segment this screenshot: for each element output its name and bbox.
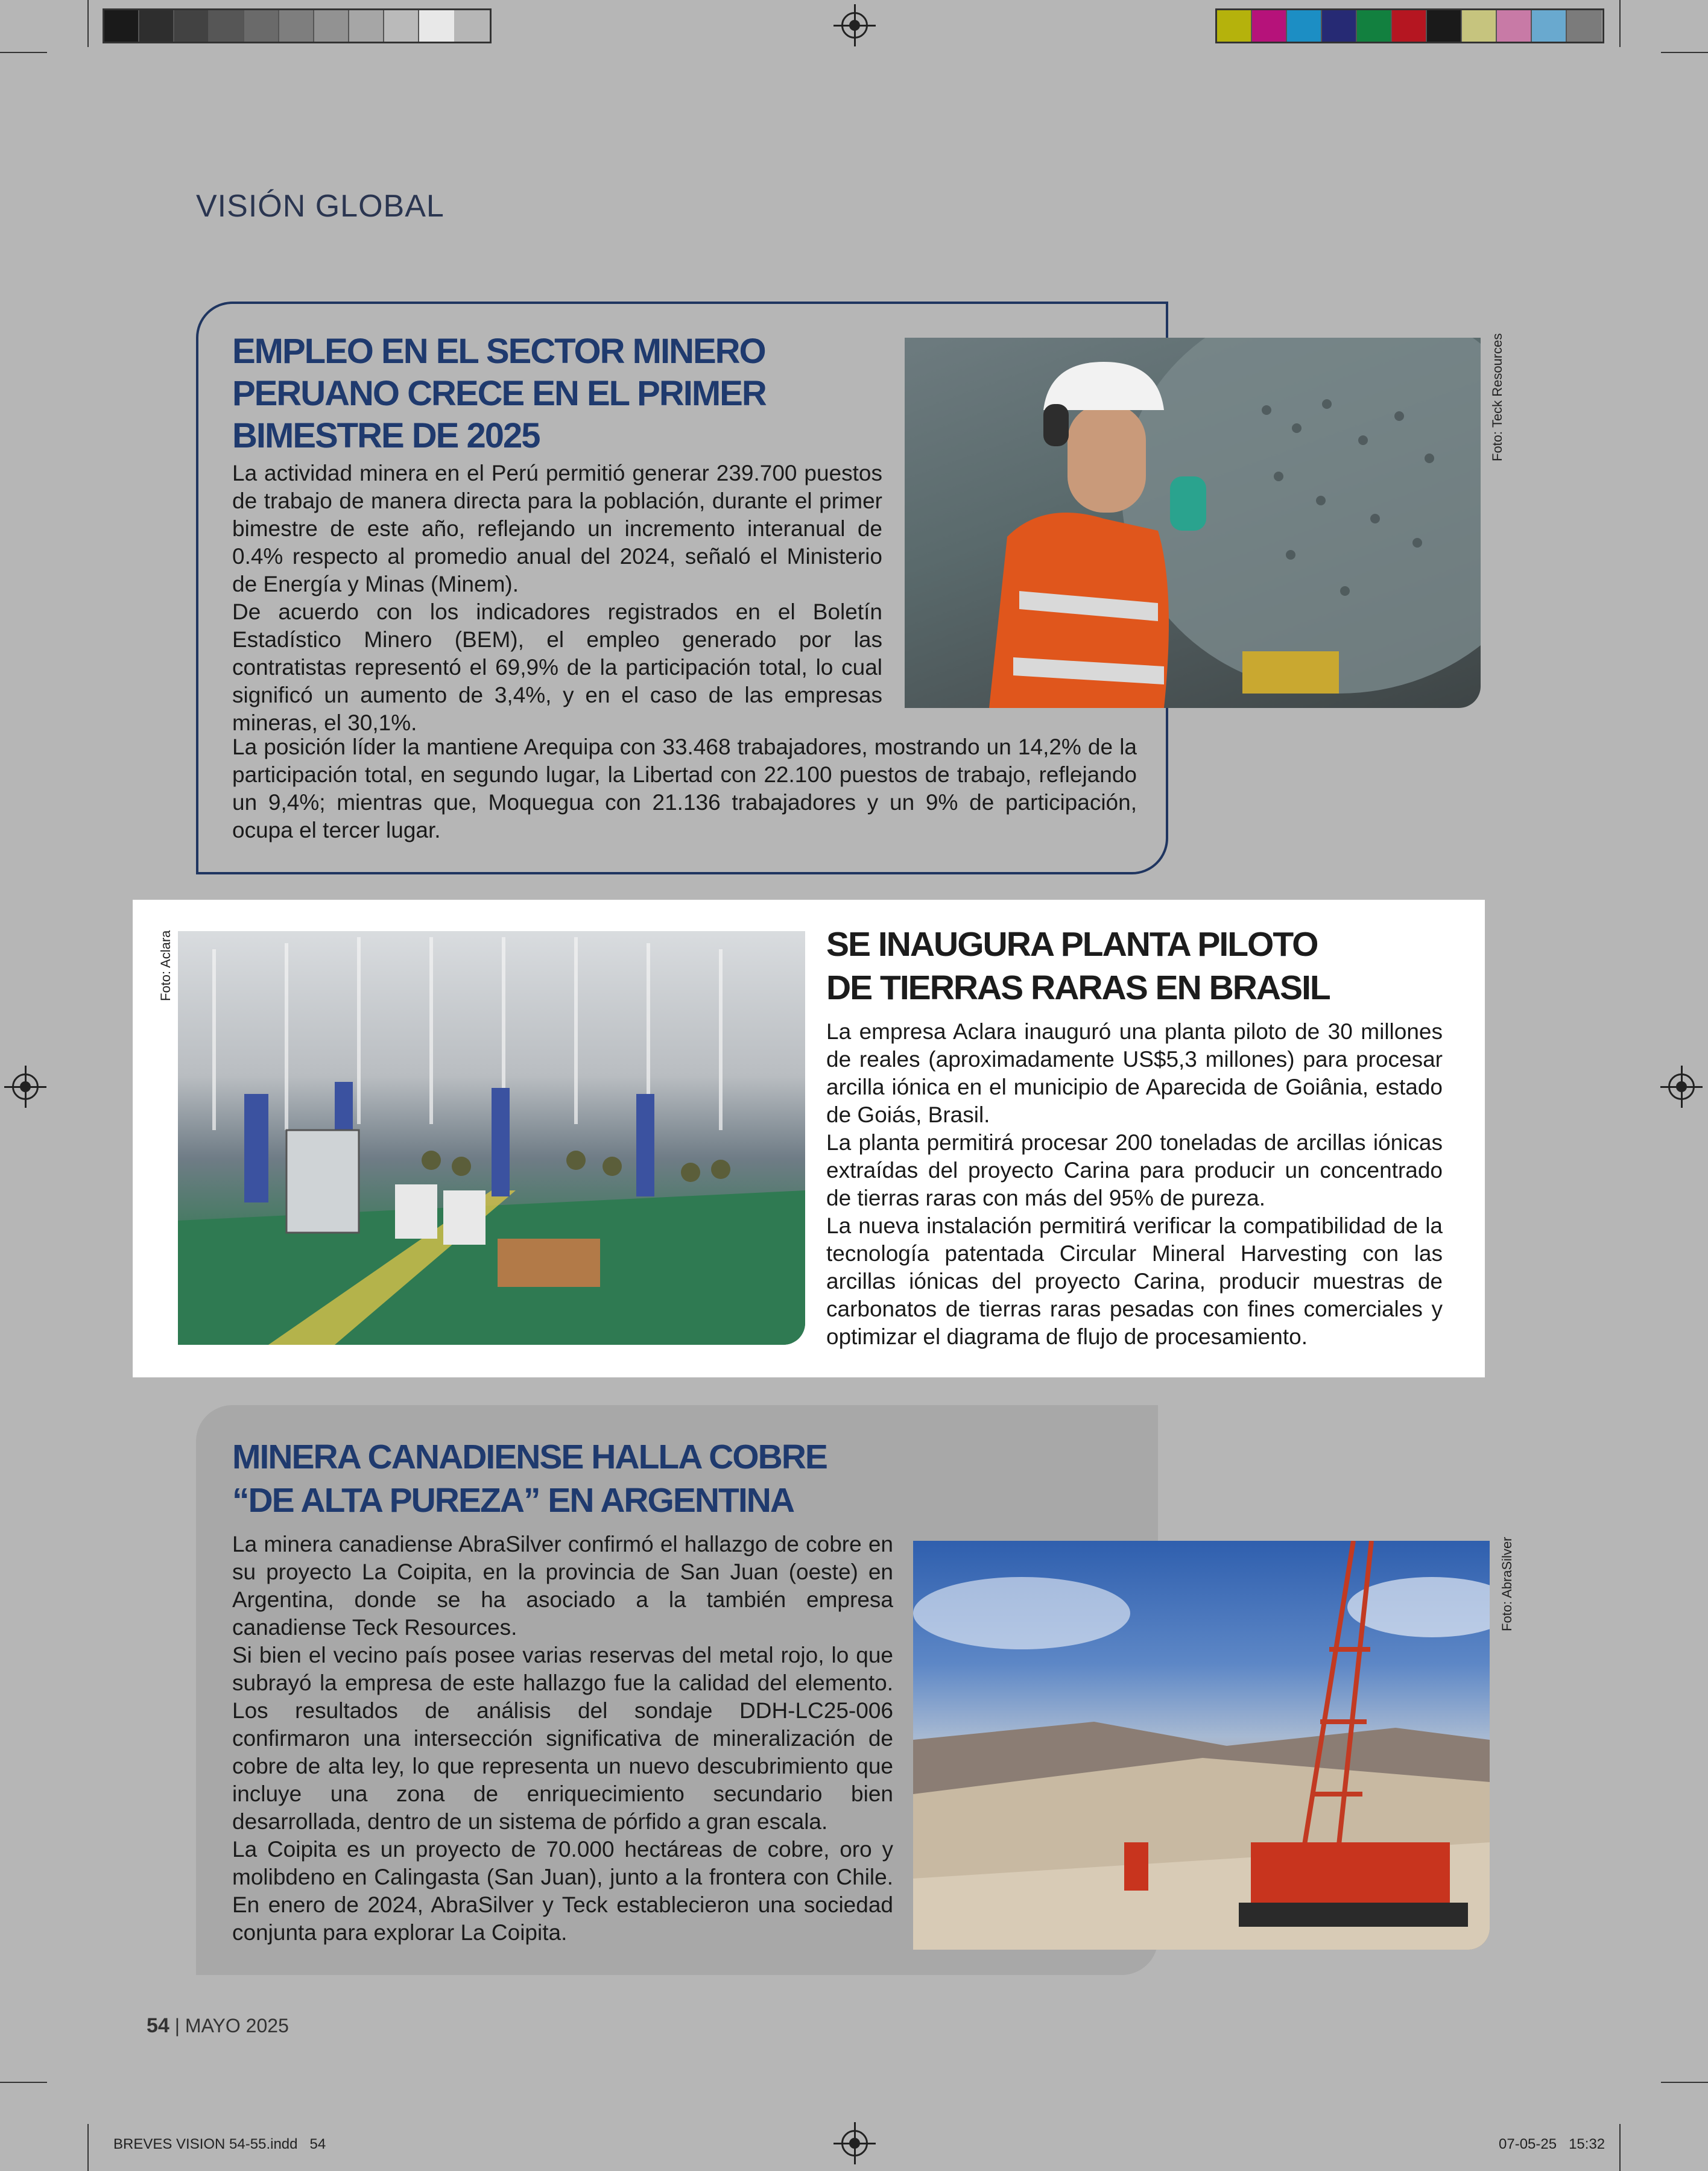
article-rare-earth-body	[826, 1018, 1443, 1351]
issue-date: MAYO 2025	[185, 2015, 289, 2037]
registration-mark-top	[841, 12, 868, 39]
photo-credit: Foto: Teck Resources	[1490, 333, 1505, 461]
registration-mark-bottom	[841, 2130, 868, 2157]
article-employment-title: EMPLEO EN EL SECTOR MINERO PERUANO CRECE EN EL PRIMER BIMESTRE DE 2025	[232, 332, 766, 455]
crop-mark	[0, 2082, 47, 2083]
color-swatch	[1462, 10, 1497, 42]
crop-mark	[87, 2124, 89, 2171]
gray-color-bar	[103, 8, 492, 43]
color-swatch	[1532, 10, 1567, 42]
color-swatch	[1322, 10, 1357, 42]
title-line: MINERA CANADIENSE HALLA COBRE	[232, 1438, 827, 1476]
article-employment-body-wide	[232, 733, 1137, 844]
color-swatch	[244, 10, 279, 42]
color-swatch	[314, 10, 349, 42]
title-line: “DE ALTA PUREZA” EN ARGENTINA	[232, 1481, 794, 1520]
paragraph: La empresa Aclara inauguró una planta piloto de 30 millones de reales (aproximadamente US$5,3 millones) para procesar arcilla iónica en el municipio de Aparecida de Goiânia, estado de Goiás, Brasil.	[826, 1019, 1443, 1127]
crop-mark	[1661, 2082, 1708, 2083]
color-swatch	[349, 10, 384, 42]
slug-timestamp: 07-05-25 15:32	[1499, 2136, 1605, 2152]
color-swatch	[1357, 10, 1392, 42]
drill-rig-photo	[913, 1541, 1490, 1950]
paragraph: La minera canadiense AbraSilver confirmó el hallazgo de cobre en su proyecto La Coipita, en la provincia de San Juan (oeste) en Argentina, donde se ha asociado a la también empresa canadiense Teck Resources.	[232, 1532, 893, 1640]
article-employment-body	[232, 460, 882, 737]
crop-mark	[87, 0, 89, 47]
registration-mark-right	[1668, 1073, 1695, 1100]
pilot-plant-photo	[178, 931, 805, 1345]
crop-mark	[1619, 2124, 1621, 2171]
paragraph: De acuerdo con los indicadores registrados en el Boletín Estadístico Minero (BEM), el empleo generado por las contratistas representó el 69,9% de la participación total, lo cual significó un aumento de 3,4%, y en el caso de las empresas mineras, el 30,1%.	[232, 599, 882, 735]
registration-mark-left	[12, 1073, 39, 1100]
page-folio	[147, 2014, 289, 2038]
color-swatch	[174, 10, 209, 42]
color-swatch	[1217, 10, 1252, 42]
page-number: 54	[147, 2014, 169, 2037]
crop-mark	[1661, 52, 1708, 53]
paragraph: La posición líder la mantiene Arequipa con 33.468 trabajadores, mostrando un 14,2% de la participación total, en segundo lugar, la Libertad con 22.100 puestos de trabajo, reflejando un 9,4%; mientras que, Moquegua con 21.136 trabajadores y un 9% de participación, ocupa el tercer lugar.	[232, 735, 1137, 842]
crop-mark	[1619, 0, 1621, 47]
color-swatch	[104, 10, 139, 42]
section-label: VISIÓN GLOBAL	[196, 189, 444, 224]
title-line: DE TIERRAS RARAS EN BRASIL	[826, 969, 1330, 1007]
color-swatch	[279, 10, 314, 42]
color-swatch	[419, 10, 454, 42]
photo-credit: Foto: Aclara	[158, 930, 173, 1001]
paragraph: La planta permitirá procesar 200 toneladas de arcillas iónicas extraídas del proyecto Carina para producir un concentrado de tierras raras con más del 95% de pureza.	[826, 1130, 1443, 1210]
slug-filename: BREVES VISION 54-55.indd 54	[113, 2136, 326, 2152]
article-rare-earth-title	[826, 923, 1441, 1010]
color-swatch	[1497, 10, 1532, 42]
color-swatch	[139, 10, 174, 42]
paragraph: La actividad minera en el Perú permitió generar 239.700 puestos de trabajo de manera directa para la población, durante el primer bimestre de este año, reflejando un incremento interanual de 0.4% respecto al promedio anual del 2024, señaló el Ministerio de Energía y Minas (Minem).	[232, 461, 882, 596]
folio-separator: |	[169, 2015, 185, 2037]
color-swatch	[1427, 10, 1462, 42]
photo-credit: Foto: AbraSilver	[1499, 1537, 1514, 1631]
article-copper-title	[232, 1435, 896, 1522]
color-swatch	[1287, 10, 1322, 42]
color-swatch	[209, 10, 244, 42]
miner-worker-photo	[905, 338, 1481, 708]
article-copper-body	[232, 1531, 893, 1947]
color-swatch	[1392, 10, 1427, 42]
color-swatch	[1252, 10, 1287, 42]
process-color-bar	[1215, 8, 1604, 43]
crop-mark	[0, 52, 47, 53]
color-swatch	[1567, 10, 1602, 42]
paragraph: La nueva instalación permitirá verificar la compatibilidad de la tecnología patentada Circular Mineral Harvesting con las arcillas iónicas del proyecto Carina, producir muestras de carbonatos de tierras raras pesadas con fines comerciales y optimizar el diagrama de flujo de procesamiento.	[826, 1213, 1443, 1349]
title-line: SE INAUGURA PLANTA PILOTO	[826, 925, 1318, 964]
paragraph: Si bien el vecino país posee varias reservas del metal rojo, lo que subrayó la empresa de este hallazgo fue la calidad del elemento. Los resultados de análisis del sondaje DDH-LC25-006 confirmaron una intersección significativa de mineralización de cobre de alta ley, lo que representa un nuevo descubrimiento que incluye una zona de enriquecimiento secundario bien desarrollada, dentro de un sistema de pórfido a gran escala.	[232, 1643, 893, 1834]
color-swatch	[384, 10, 419, 42]
paragraph: La Coipita es un proyecto de 70.000 hectáreas de cobre, oro y molibdeno en Calingasta (San Juan), junto a la frontera con Chile. En enero de 2024, AbraSilver y Teck establecieron una sociedad conjunta para explorar La Coipita.	[232, 1837, 893, 1945]
